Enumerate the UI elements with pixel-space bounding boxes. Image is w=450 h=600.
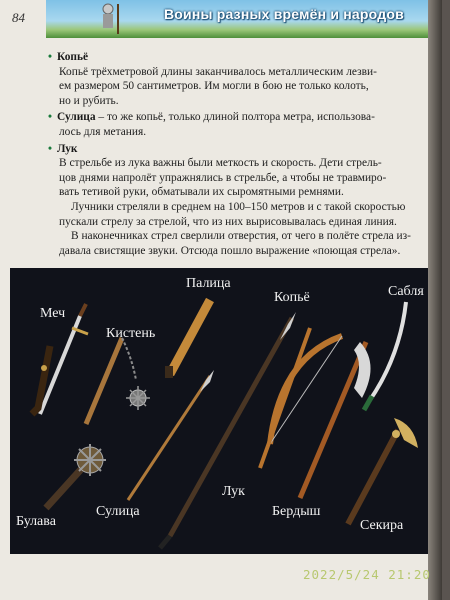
- label-bulava: Булава: [16, 514, 56, 529]
- label-kopye: Копьё: [274, 290, 310, 305]
- header-banner: [46, 0, 442, 38]
- label-sulitsa: Сулица: [96, 504, 140, 519]
- text-line: вать тетивой руки, обматывали их сыромятными ремнями.: [59, 186, 344, 199]
- label-luk: Лук: [222, 484, 245, 499]
- flail-icon: [86, 338, 150, 424]
- text-line: Лучники стреляли в среднем на 100–150 метров и с такой скоростью: [71, 200, 406, 213]
- term-kopye: Копьё: [57, 51, 89, 63]
- text-line: лось для метания.: [59, 125, 147, 138]
- warrior-icon: [96, 2, 126, 36]
- bullet-icon: •: [48, 111, 52, 124]
- label-palitsa: Палица: [186, 276, 231, 291]
- label-sablya: Сабля: [388, 284, 424, 299]
- term-luk: Лук: [57, 142, 78, 155]
- entry-luk: [48, 142, 428, 259]
- berdysh-icon: [300, 342, 371, 498]
- article-text: [48, 50, 428, 260]
- label-mech: Меч: [40, 306, 66, 321]
- saber-icon: [364, 302, 406, 410]
- weapons-illustration: [10, 268, 430, 554]
- text-line: цов днями напролёт упражнялись в стрельбе, а чтобы не травмиро-: [59, 171, 387, 184]
- axe-icon: [348, 418, 418, 524]
- text-line: – то же копьё, только длиной полтора метра, использова-: [95, 111, 375, 124]
- page-number: 84: [12, 10, 25, 25]
- weapons-drawing: [10, 268, 430, 554]
- photo-timestamp: 2022/5/24 21:20: [303, 567, 431, 582]
- text-line: пускали стрелу за стрелой, что из них вырисовывалась единая линия.: [59, 215, 397, 228]
- label-sekira: Секира: [360, 518, 404, 533]
- text-line: но и рубить.: [59, 94, 119, 107]
- text-line: Копьё трёхметровой длины заканчивалось металлическим лезви-: [59, 65, 377, 78]
- text-line: В стрельбе из лука важны были меткость и скорость. Дети стрель-: [59, 157, 382, 170]
- bullet-icon: •: [48, 51, 52, 63]
- text-line: В наконечниках стрел сверлили отверстия, от чего в полёте стрела из-: [71, 230, 411, 243]
- club-icon: [165, 300, 210, 378]
- bullet-icon: •: [48, 142, 52, 155]
- text-line: давала свистящие звуки. Отсюда пошло выражение «поющая стрела».: [59, 244, 401, 257]
- text-line: ем размером 50 сантиметров. Им могли в бою не только колоть,: [59, 80, 369, 93]
- page-edge-shadow: [428, 0, 442, 600]
- chapter-title: Воины разных времён и народов: [164, 6, 404, 22]
- entry-sulitsa: [48, 110, 428, 139]
- entry-kopye: [48, 50, 428, 108]
- label-kisten: Кистень: [106, 326, 156, 341]
- term-sulitsa: Сулица: [57, 111, 96, 124]
- mace-icon: [46, 444, 106, 508]
- label-berdysh: Бердыш: [272, 504, 321, 519]
